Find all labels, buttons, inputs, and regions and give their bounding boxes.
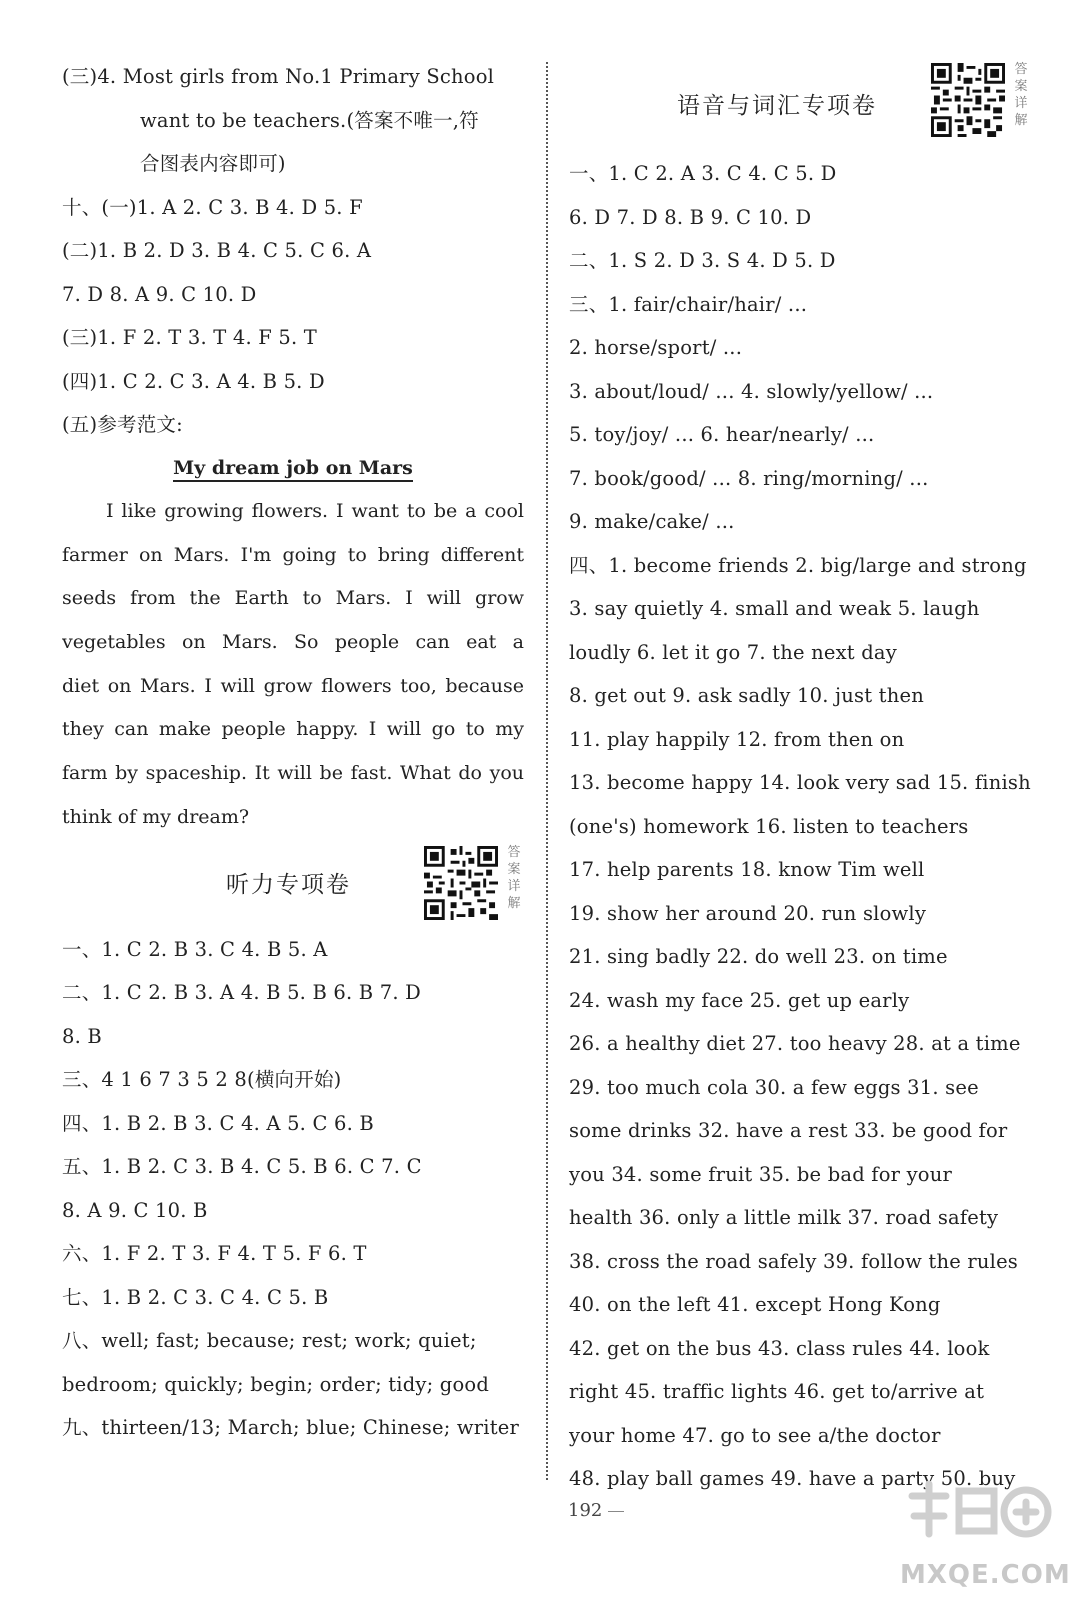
answer-line: 2. horse/sport/ ... — [569, 336, 743, 359]
answer-line: 48. play ball games 49. have a party 50. buy — [569, 1467, 1016, 1490]
answer-line: 6. D 7. D 8. B 9. C 10. D — [569, 205, 812, 229]
answer-line: 八、well; fast; because; rest; work; quiet; — [62, 1329, 477, 1352]
answer-line: loudly 6. let it go 7. the next day — [569, 640, 897, 664]
page-number-text: 192 — [568, 1500, 603, 1521]
answer-line: (三)4. Most girls from No.1 Primary School — [62, 65, 495, 88]
answer-line: 六、1. F 2. T 3. F 4. T 5. F 6. T — [62, 1242, 367, 1265]
qr-label: 答案详解 — [507, 844, 521, 911]
answer-line: 9. make/cake/ ... — [569, 510, 735, 533]
answer-line: 38. cross the road safely 39. follow the rules — [569, 1249, 1019, 1273]
answer-line: your home 47. go to see a/the doctor — [569, 1423, 941, 1447]
essay-line: diet on Mars. I will grow flowers too, because — [62, 674, 524, 697]
left-column — [62, 55, 524, 1450]
answer-line: 29. too much cola 30. a few eggs 31. see — [569, 1075, 979, 1099]
qr-code-icon[interactable] — [931, 63, 1005, 137]
page-number — [568, 1500, 624, 1521]
answer-line: health 36. only a little milk 37. road safety — [569, 1206, 999, 1229]
answer-line: (四)1. C 2. C 3. A 4. B 5. D — [62, 369, 325, 393]
answer-line: (one's) homework 16. listen to teachers — [569, 814, 969, 838]
answer-line: 24. wash my face 25. get up early — [569, 988, 910, 1012]
answer-line: 26. a healthy diet 27. too heavy 28. at a time — [569, 1032, 1021, 1055]
answer-line: want to be teachers.(答案不唯一,符 — [140, 108, 479, 132]
answer-line: 5. toy/joy/ ... 6. hear/nearly/ ... — [569, 423, 875, 446]
answer-line: 五、1. B 2. C 3. B 4. C 5. B 6. C 7. C — [62, 1155, 422, 1178]
answer-line: 四、1. B 2. B 3. C 4. A 5. C 6. B — [62, 1111, 374, 1135]
answer-line: 11. play happily 12. from then on — [569, 727, 905, 751]
answer-line: 8. A 9. C 10. B — [62, 1198, 208, 1222]
answer-line: (五)参考范文: — [62, 413, 183, 436]
footer-dash — [608, 1511, 624, 1512]
answer-line: 一、1. C 2. B 3. C 4. B 5. A — [62, 937, 328, 961]
listening-section-title: 听力专项卷 — [226, 871, 351, 898]
essay-line: I like growing flowers. I want to be a cool — [106, 500, 524, 522]
essay-line: seeds from the Earth to Mars. I will grow — [62, 587, 524, 610]
answer-line: 42. get on the bus 43. class rules 44. look — [569, 1336, 990, 1360]
answer-line: (二)1. B 2. D 3. B 4. C 5. C 6. A — [62, 239, 372, 262]
essay-line: farm by spaceship. It will be fast. What do you — [62, 762, 524, 785]
answer-line: 7. book/good/ ... 8. ring/morning/ ... — [569, 466, 929, 490]
essay-line: think of my dream? — [62, 805, 250, 828]
essay-line: farmer on Mars. I'm going to bring different — [62, 543, 524, 566]
qr-label: 答案详解 — [1014, 62, 1028, 128]
column-divider — [546, 62, 548, 1480]
answer-line: 8. B — [62, 1024, 102, 1048]
answer-line: 二、1. C 2. B 3. A 4. B 5. B 6. B 7. D — [62, 981, 421, 1004]
answer-line: 一、1. C 2. A 3. C 4. C 5. D — [569, 162, 837, 185]
answer-line: 九、thirteen/13; March; blue; Chinese; writer — [62, 1416, 520, 1439]
answer-line: 合图表内容即可) — [140, 152, 286, 175]
qr-code-icon[interactable] — [424, 846, 498, 920]
answer-line: 二、1. S 2. D 3. S 4. D 5. D — [569, 249, 836, 272]
answer-line: 四、1. become friends 2. big/large and strong — [569, 553, 1027, 577]
answer-line: you 34. some fruit 35. be bad for your — [569, 1162, 953, 1186]
answer-line: 8. get out 9. ask sadly 10. just then — [569, 684, 924, 707]
answer-line: some drinks 32. have a rest 33. be good for — [569, 1119, 1008, 1142]
answer-line: 19. show her around 20. run slowly — [569, 901, 927, 925]
essay-line: they can make people happy. I will go to my — [62, 718, 524, 741]
essay-title-text: My dream job on Mars — [173, 457, 413, 482]
answer-line: right 45. traffic lights 46. get to/arrive at — [569, 1380, 985, 1403]
essay-line: vegetables on Mars. So people can eat a — [62, 631, 524, 654]
listening-section-header — [62, 840, 524, 928]
essay-title — [62, 447, 524, 491]
answer-line: 3. about/loud/ ... 4. slowly/yellow/ ... — [569, 379, 934, 403]
answer-line: 三、1. fair/chair/hair/ ... — [569, 292, 808, 316]
answer-line: 7. D 8. A 9. C 10. D — [62, 282, 257, 306]
vocabulary-section-title: 语音与词汇专项卷 — [677, 93, 877, 119]
answer-line: bedroom; quickly; begin; order; tidy; good — [62, 1372, 490, 1396]
answer-line: 三、4 1 6 7 3 5 2 8(横向开始) — [62, 1068, 342, 1091]
vocabulary-section-header — [569, 55, 1031, 152]
answer-line: 十、(一)1. A 2. C 3. B 4. D 5. F — [62, 195, 363, 219]
answer-line: 40. on the left 41. except Hong Kong — [569, 1293, 941, 1316]
answer-line: (三)1. F 2. T 3. T 4. F 5. T — [62, 326, 318, 349]
answer-line: 3. say quietly 4. small and weak 5. laugh — [569, 597, 980, 620]
answer-line: 17. help parents 18. know Tim well — [569, 858, 925, 881]
answer-line: 13. become happy 14. look very sad 15. finish — [569, 771, 1031, 794]
answer-line: 21. sing badly 22. do well 23. on time — [569, 945, 948, 968]
answer-line: 七、1. B 2. C 3. C 4. C 5. B — [62, 1285, 329, 1309]
right-column — [569, 55, 1031, 1501]
watermark-url: MXQE.COM — [900, 1560, 1071, 1590]
